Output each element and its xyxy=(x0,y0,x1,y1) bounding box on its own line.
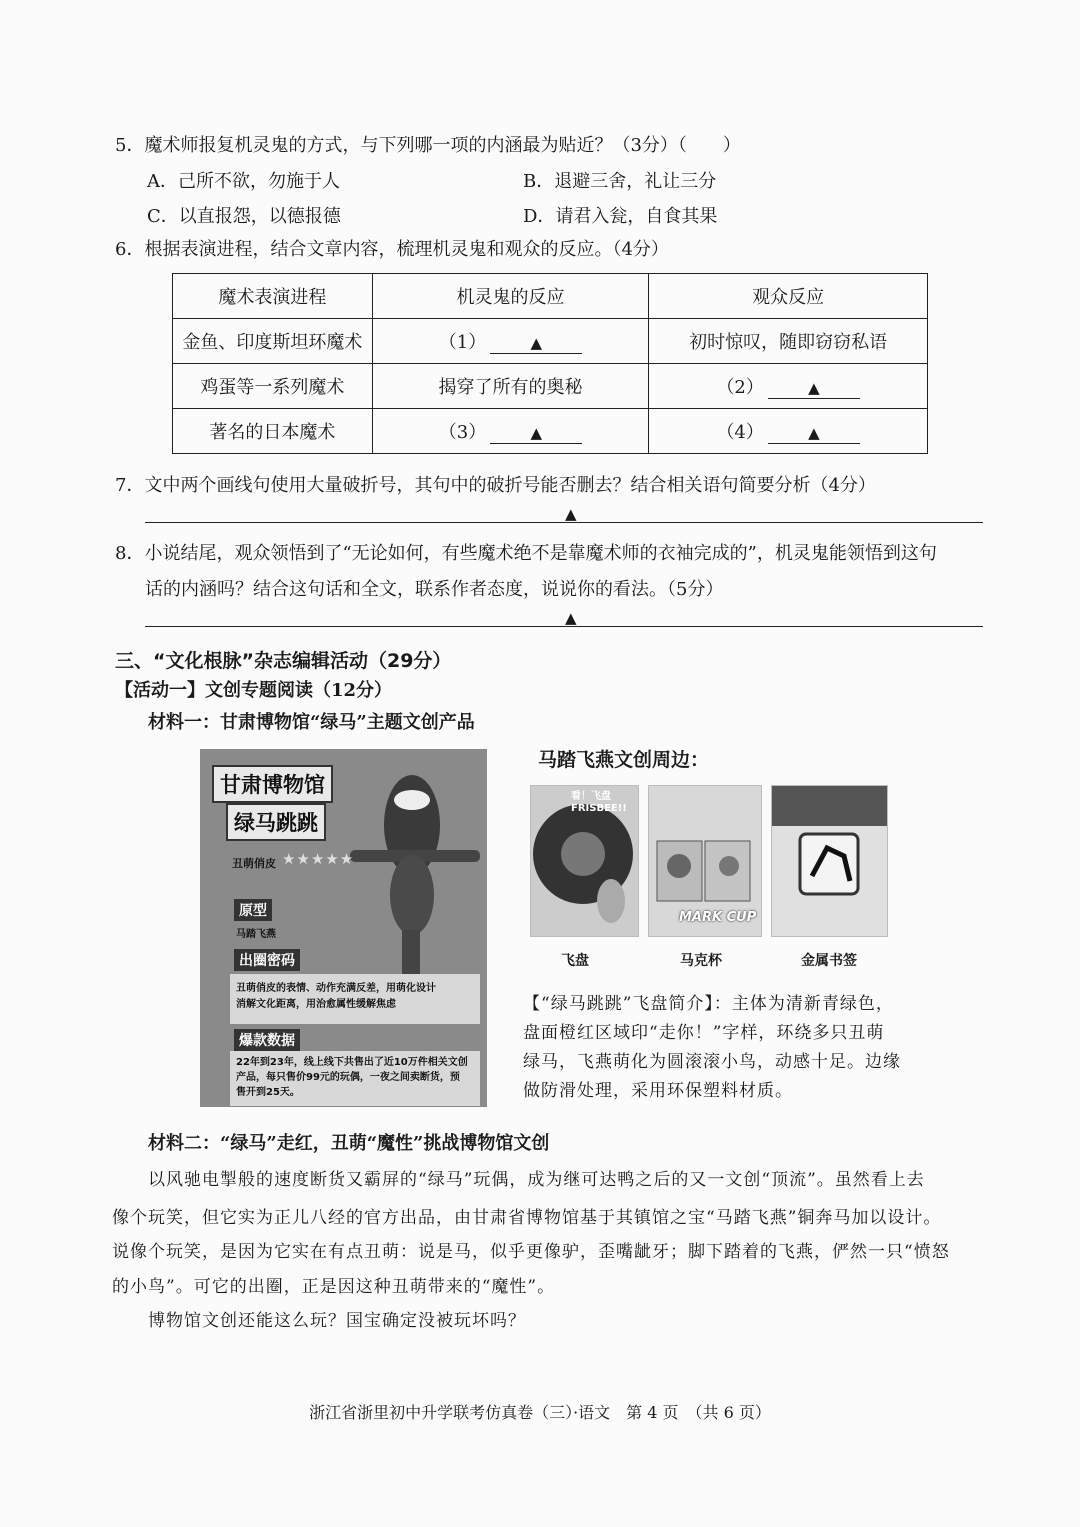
poster-title-product: 绿马跳跳 xyxy=(226,803,326,841)
header-reaction: 机灵鬼的反应 xyxy=(372,274,649,319)
q5-option-b: B．退避三舍，礼让三分 xyxy=(523,171,717,192)
poster-data-text-1: 22年到23年，线上线下共售出了近10万件相关文创 xyxy=(236,1057,468,1068)
row1-reaction: （1） ▲ xyxy=(372,319,649,364)
row1-audience: 初时惊叹，随即窃窃私语 xyxy=(649,319,928,364)
q5-option-a: A．己所不欲，勿施于人 xyxy=(147,171,340,192)
mug-print: MARK CUP xyxy=(679,910,757,925)
material2-title: 材料二：“绿马”走红，丑萌“魔性”挑战博物馆文创 xyxy=(148,1133,550,1154)
frisbee-image xyxy=(530,785,639,937)
q8-answer-line[interactable] xyxy=(145,626,983,627)
q6-table xyxy=(172,273,928,454)
answer-blank-3[interactable]: ▲ xyxy=(490,423,582,444)
material2-line-5: 博物馆文创还能这么玩？国宝确定没被玩坏吗？ xyxy=(148,1311,526,1331)
mug-image xyxy=(648,785,762,937)
material2-line-1: 以风驰电掣般的速度断货又霸屏的“绿马”玩偶，成为继可达鸭之后的又一文创“顶流”。虽然看上去 xyxy=(148,1170,925,1190)
material2-line-4: 的小鸟”。可它的出圈，正是因这种丑萌带来的“魔性”。 xyxy=(112,1277,556,1297)
row2-stage: 鸡蛋等一系列魔术 xyxy=(173,364,373,409)
q7-answer-mark: ▲ xyxy=(565,505,577,523)
merch-title: 马踏飞燕文创周边： xyxy=(538,749,710,771)
header-audience: 观众反应 xyxy=(649,274,928,319)
material2-line-3: 说像个玩笑，是因为它实在有点丑萌：说是马，似乎更像驴，歪嘴龇牙；脚下踏着的飞燕，俨然一只“愤怒 xyxy=(112,1242,950,1262)
answer-blank-2[interactable]: ▲ xyxy=(768,378,860,399)
q8-line1: 8．小说结尾，观众领悟到了“无论如何，有些魔术绝不是靠魔术师的衣袖完成的”，机灵鬼能领悟到这句 xyxy=(115,543,937,564)
poster-code-text-1: 丑萌俏皮的表情、动作充满反差，用萌化设计 xyxy=(236,983,436,994)
poster-data-text-2: 产品，每只售价99元的玩偶，一夜之间卖断货，预 xyxy=(236,1072,460,1083)
poster-tag-data: 爆款数据 xyxy=(234,1029,300,1051)
q6-stem: 6．根据表演进程，结合文章内容，梳理机灵鬼和观众的反应。（4分） xyxy=(115,239,669,260)
row2-reaction: 揭穿了所有的奥秘 xyxy=(372,364,649,409)
q7-stem: 7．文中两个画线句使用大量破折号，其句中的破折号能否删去？结合相关语句简要分析（4分） xyxy=(115,475,876,496)
frisbee-intro-line-1: 【“绿马跳跳”飞盘简介】：主体为清新青绿色， xyxy=(523,994,894,1014)
answer-blank-4[interactable]: ▲ xyxy=(768,423,860,444)
row3-audience: （4） ▲ xyxy=(649,409,928,454)
poster-rating-label: 丑萌俏皮 xyxy=(232,857,276,870)
header-stage: 魔术表演进程 xyxy=(173,274,373,319)
green-horse-poster xyxy=(200,749,487,1107)
frisbee-print: 看！飞盘 FRISBEE!! xyxy=(571,791,627,814)
activity1-title: 【活动一】文创专题阅读（12分） xyxy=(115,680,393,701)
merch-label-frisbee: 飞盘 xyxy=(561,953,589,969)
q5-option-d: D．请君入瓮，自食其果 xyxy=(523,206,718,227)
row1-stage: 金鱼、印度斯坦环魔术 xyxy=(173,319,373,364)
poster-code-text-2: 消解文化距离，用治愈属性缓解焦虑 xyxy=(236,999,396,1010)
material1-title: 材料一：甘肃博物馆“绿马”主题文创产品 xyxy=(148,712,475,733)
frisbee-intro-line-2: 盘面橙红区域印“走你！”字样，环绕多只丑萌 xyxy=(523,1023,885,1043)
q7-answer-line[interactable] xyxy=(145,522,983,523)
q8-line2: 话的内涵吗？结合这句话和全文，联系作者态度，说说你的看法。（5分） xyxy=(145,579,724,600)
poster-tag-prototype: 原型 xyxy=(234,899,272,921)
bookmark-image xyxy=(771,785,888,937)
page-footer: 浙江省浙里初中升学联考仿真卷（三）·语文 第 4 页 （共 6 页） xyxy=(309,1403,771,1422)
frisbee-intro-line-3: 绿马，飞燕萌化为圆滚滚小鸟，动感十足。边缘 xyxy=(523,1052,901,1072)
poster-data-text-3: 售开到25天。 xyxy=(236,1087,300,1098)
q8-answer-mark: ▲ xyxy=(565,609,577,627)
poster-prototype-text: 马踏飞燕 xyxy=(236,929,276,940)
row3-reaction: （3） ▲ xyxy=(372,409,649,454)
frisbee-intro-line-4: 做防滑处理，采用环保塑料材质。 xyxy=(523,1081,793,1101)
q5-stem: 5．魔术师报复机灵鬼的方式，与下列哪一项的内涵最为贴近？（3分）（ ） xyxy=(115,135,741,156)
answer-blank-1[interactable]: ▲ xyxy=(490,333,582,354)
merch-label-bookmark: 金属书签 xyxy=(801,953,857,969)
poster-title-museum: 甘肃博物馆 xyxy=(212,765,333,803)
material2-line-2: 像个玩笑，但它实为正儿八经的官方出品，由甘肃省博物馆基于其镇馆之宝“马踏飞燕”铜奔马加以设计。 xyxy=(112,1208,942,1228)
poster-tag-code: 出圈密码 xyxy=(234,949,300,971)
merch-label-mug: 马克杯 xyxy=(680,953,722,969)
section3-title: 三、“文化根脉”杂志编辑活动（29分） xyxy=(115,650,452,672)
q5-option-c: C．以直报怨，以德报德 xyxy=(147,206,341,227)
row2-audience: （2） ▲ xyxy=(649,364,928,409)
star-rating-icon: ★★★★★ xyxy=(282,850,355,868)
row3-stage: 著名的日本魔术 xyxy=(173,409,373,454)
